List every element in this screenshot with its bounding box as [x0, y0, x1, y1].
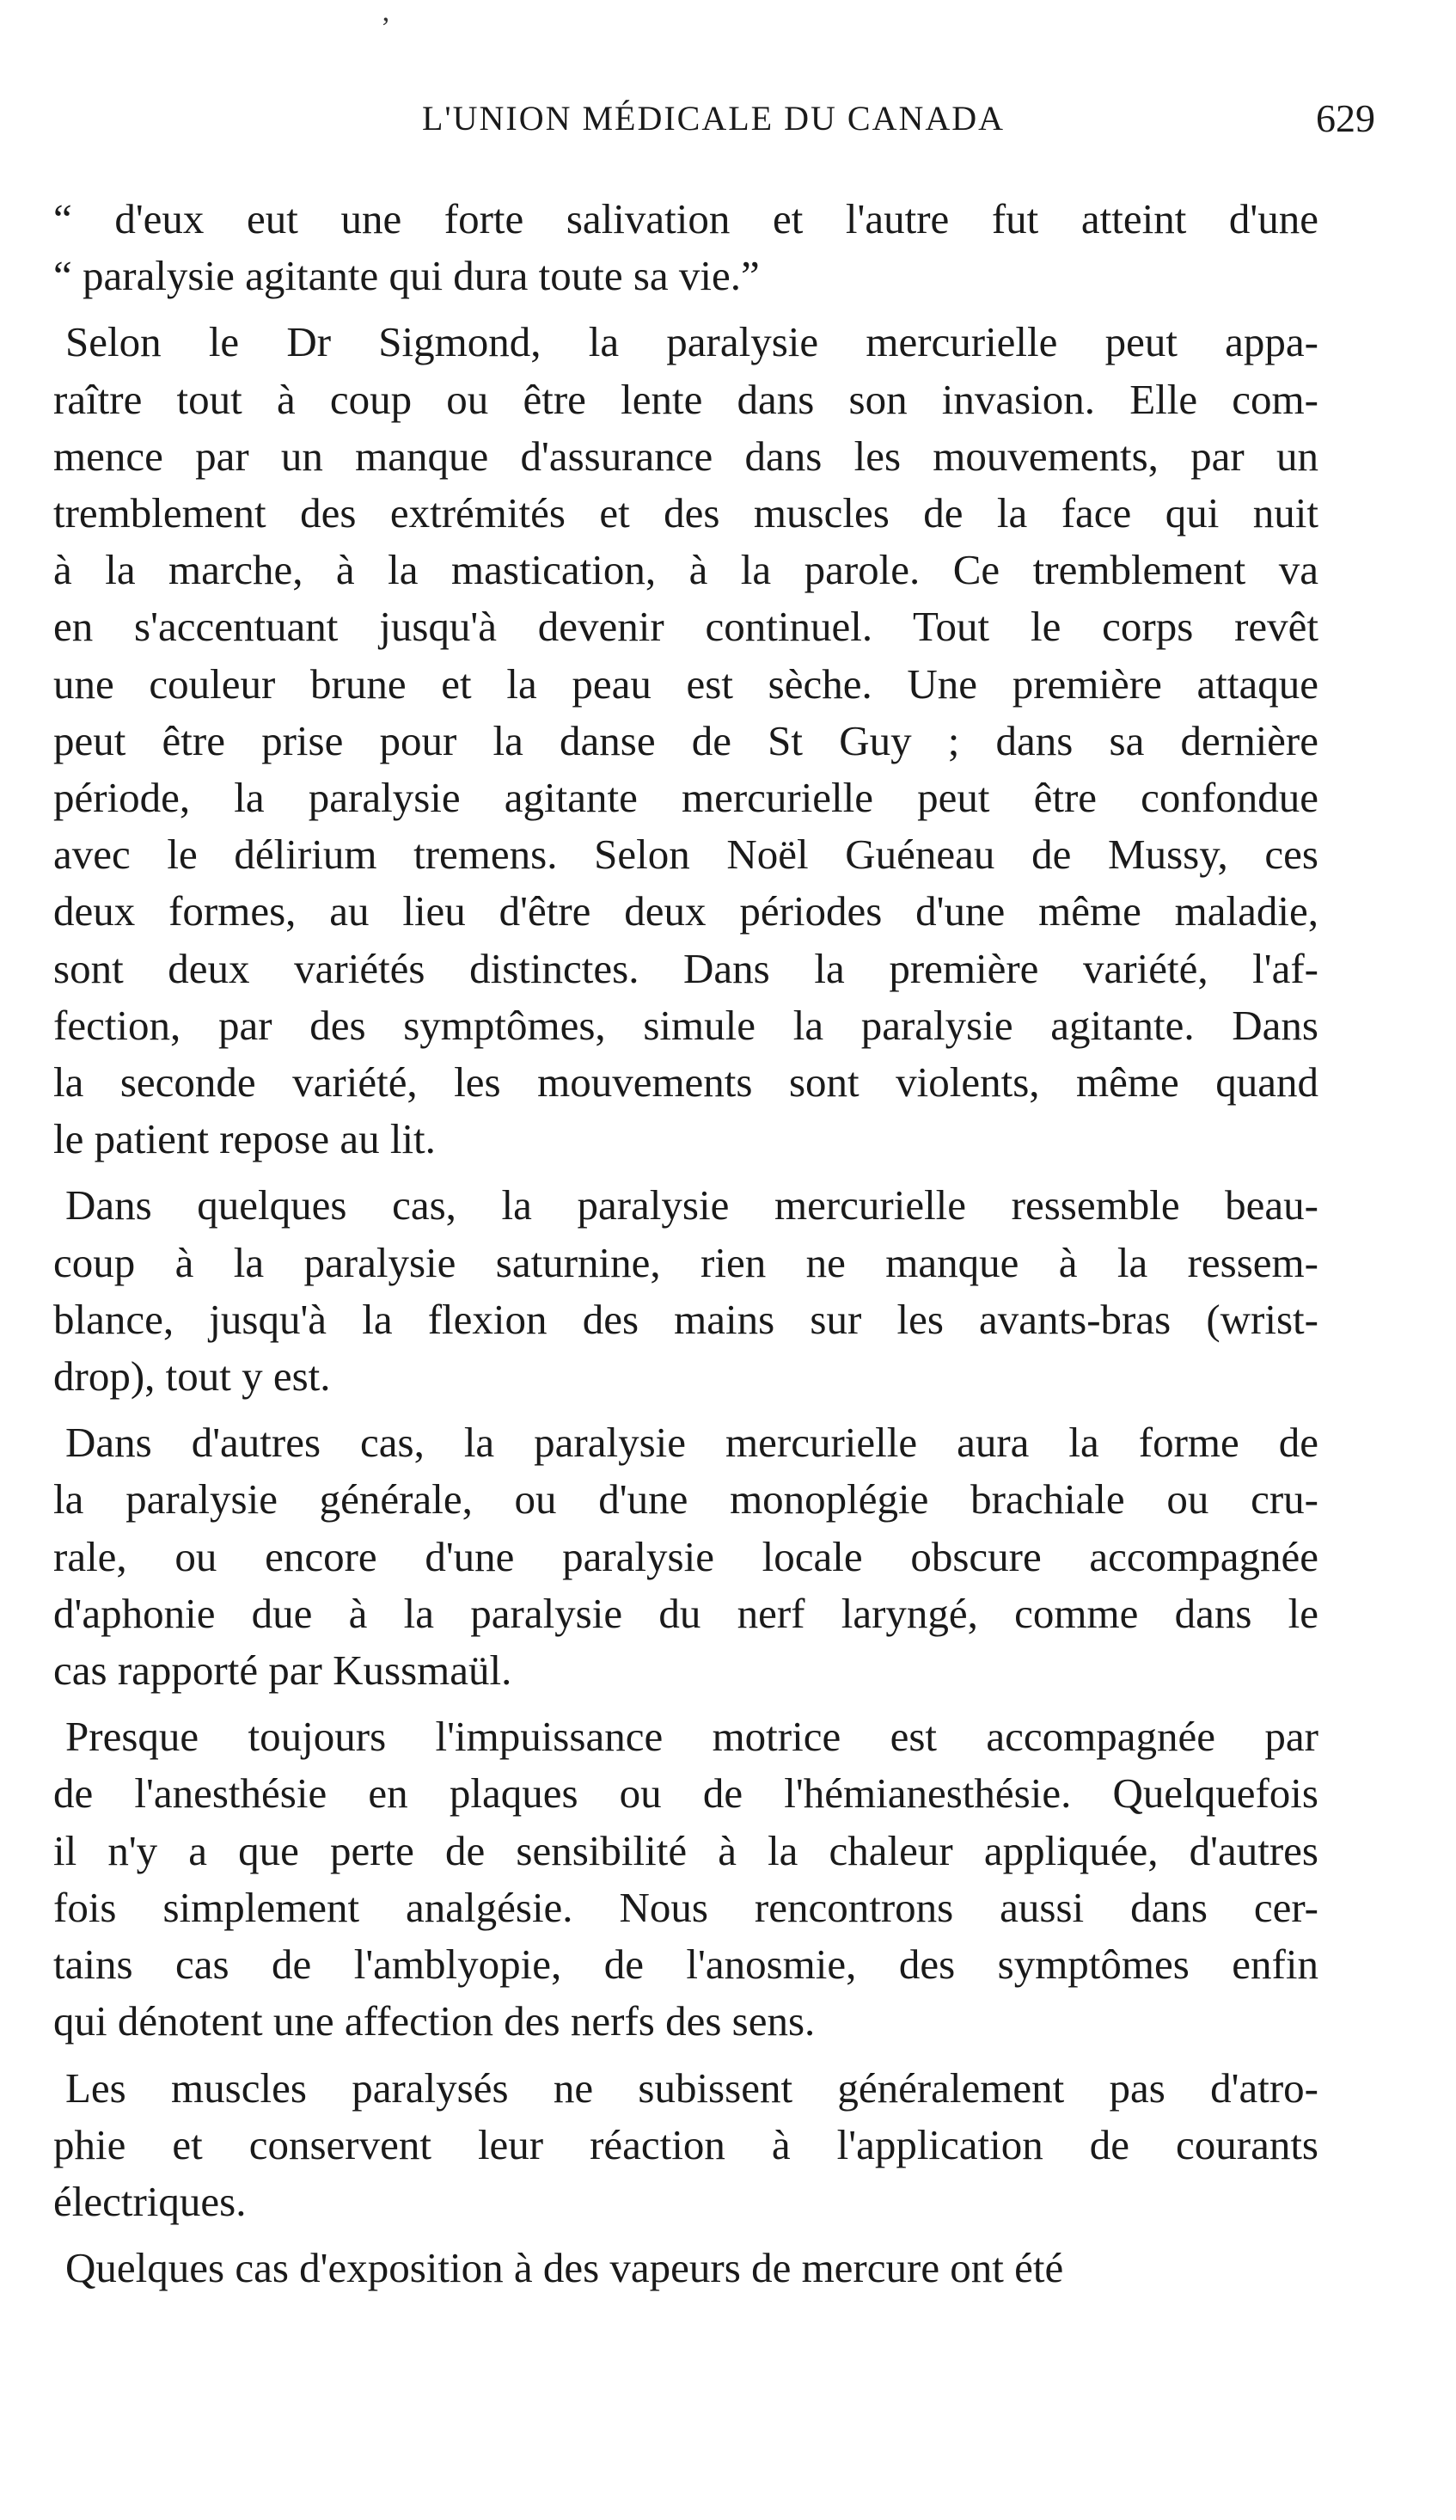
text-line: le patient repose au lit.	[53, 1115, 436, 1163]
text-line: à la marche, à la mastication, à la parole. Ce tremblement va	[53, 546, 1318, 594]
paragraph	[53, 2240, 1318, 2296]
page-number: 629	[1316, 96, 1375, 140]
paragraph	[53, 1414, 1318, 1699]
paragraph	[53, 1708, 1318, 2050]
text-line: “ d'eux eut une forte salivation et l'autre fut atteint d'une	[53, 195, 1318, 242]
text-line: peut être prise pour la danse de St Guy ; dans sa dernière	[53, 716, 1318, 764]
text-line: rale, ou encore d'une paralysie locale obscure accompagnée	[53, 1532, 1318, 1580]
text-line: tremblement des extrémités et des muscles de la face qui nuit	[53, 489, 1318, 537]
journal-title: L'UNION MÉDICALE DU CANADA	[421, 99, 1006, 138]
text-line: coup à la paralysie saturnine, rien ne manque à la ressem-	[53, 1238, 1318, 1286]
paragraph	[53, 191, 1318, 304]
text-line: une couleur brune et la peau est sèche. Une première attaque	[53, 659, 1318, 708]
text-line: deux formes, au lieu d'être deux périodes d'une même maladie,	[53, 887, 1318, 935]
text-line: électriques.	[53, 2177, 247, 2225]
text-line: Dans d'autres cas, la paralysie mercurielle aura la forme de	[65, 1419, 1318, 1467]
text-line: raître tout à coup ou être lente dans son invasion. Elle com-	[53, 375, 1318, 423]
paragraph	[53, 2060, 1318, 2231]
text-line: fection, par des symptômes, simule la paralysie agitante. Dans	[53, 1001, 1318, 1049]
text-line: Presque toujours l'impuissance motrice est accompagnée par	[65, 1713, 1318, 1761]
text-line: Les muscles paralysés ne subissent généralement pas d'atro-	[65, 2063, 1318, 2112]
text-line: phie et conservent leur réaction à l'application de courants	[53, 2120, 1318, 2168]
text-line: Quelques cas d'exposition à des vapeurs de mercure ont été	[65, 2244, 1064, 2292]
text-line: “ paralysie agitante qui dura toute sa vie.”	[53, 252, 760, 300]
text-line: d'aphonie due à la paralysie du nerf laryngé, comme dans le	[53, 1589, 1318, 1637]
text-line: Dans quelques cas, la paralysie mercurielle ressemble beau-	[65, 1181, 1318, 1229]
text-line: période, la paralysie agitante mercurielle peut être confondue	[53, 774, 1318, 822]
text-line: qui dénotent une affection des nerfs des sens.	[53, 1997, 816, 2045]
running-head	[52, 93, 1375, 144]
text-line: sont deux variétés distinctes. Dans la première variété, l'af-	[53, 944, 1318, 992]
text-line: avec le délirium tremens. Selon Noël Guéneau de Mussy, ces	[53, 831, 1318, 879]
text-line: cas rapporté par Kussmaül.	[53, 1646, 512, 1695]
text-line: la paralysie générale, ou d'une monoplégie brachiale ou cru-	[53, 1475, 1318, 1524]
paragraph	[53, 1177, 1318, 1405]
text-line: Selon le Dr Sigmond, la paralysie mercurielle peut appa-	[65, 318, 1318, 366]
text-line: fois simplement analgésie. Nous rencontrons aussi dans cer-	[53, 1883, 1318, 1931]
text-line: blance, jusqu'à la flexion des mains sur les avants-bras (wrist-	[53, 1295, 1318, 1343]
text-line: il n'y a que perte de sensibilité à la chaleur appliquée, d'autres	[53, 1826, 1318, 1874]
text-line: drop), tout y est.	[53, 1352, 331, 1401]
text-line: mence par un manque d'assurance dans les mouvements, par un	[53, 432, 1318, 480]
text-line: en s'accentuant jusqu'à devenir continuel. Tout le corps revêt	[53, 603, 1318, 651]
text-line: de l'anesthésie en plaques ou de l'hémianesthésie. Quelquefois	[53, 1769, 1318, 1818]
stray-tick-mark: ʼ	[381, 12, 391, 44]
text-line: tains cas de l'amblyopie, de l'anosmie, des symptômes enfin	[53, 1941, 1318, 1989]
body-text	[53, 191, 1318, 2296]
text-line: la seconde variété, les mouvements sont violents, même quand	[53, 1058, 1318, 1107]
paragraph	[53, 314, 1318, 1168]
